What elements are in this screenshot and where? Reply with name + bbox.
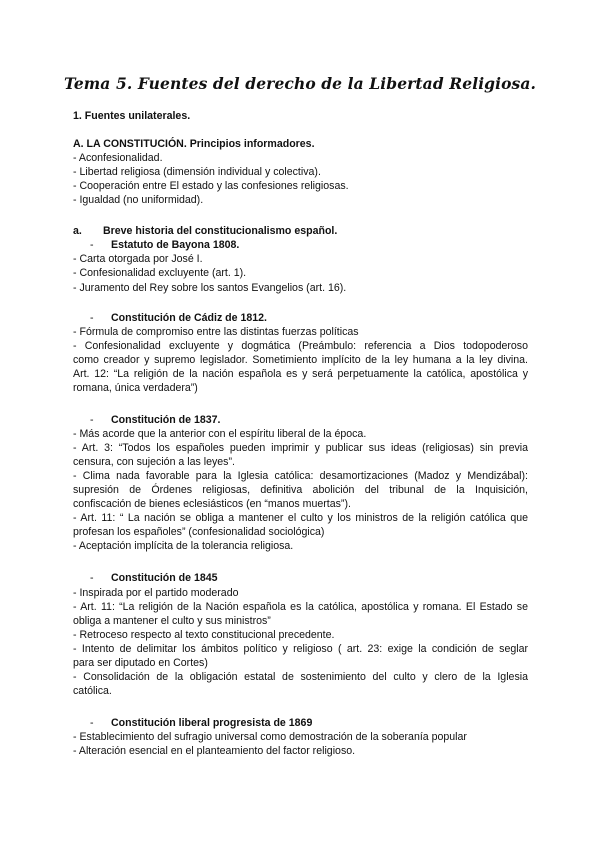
c1845-heading: Constitución de 1845 <box>111 572 218 584</box>
document-title: Tema 5. Fuentes del derecho de la Libertad Religiosa. <box>63 74 537 93</box>
bayona-line: - Carta otorgada por José I. <box>73 253 203 265</box>
c1837-line: confiscación de bienes eclesiásticos (en “manos muertas”). <box>73 498 351 510</box>
cadiz-line: romana, única verdadera”) <box>73 382 198 394</box>
c1837-line: - Art. 3: “Todos los españoles pueden imprimir y publicar sus ideas (religiosas) sin previa <box>73 442 528 454</box>
cadiz-line: como creador y supremo legislador. Sometimiento implícito de la ley humana a la ley divina. <box>73 354 528 366</box>
principle-item: - Cooperación entre El estado y las confesiones religiosas. <box>73 180 349 192</box>
subsection-letter: a. <box>73 225 82 237</box>
c1837-line: supresión de Órdenes religiosas, definitiva abolición del tribunal de la Inquisición, <box>73 484 528 496</box>
c1837-line: censura, con sujeción a las leyes”. <box>73 456 235 468</box>
section-1-heading: 1. Fuentes unilaterales. <box>73 110 191 122</box>
heading-bullet: - <box>90 717 94 729</box>
cadiz-heading: Constitución de Cádiz de 1812. <box>111 312 267 324</box>
c1837-line: - Más acorde que la anterior con el espíritu liberal de la época. <box>73 428 367 440</box>
c1845-line: para ser diputado en Cortes) <box>73 657 208 669</box>
section-a-heading: A. LA CONSTITUCIÓN. Principios informadores. <box>73 138 315 150</box>
c1837-line: - Aceptación implícita de la tolerancia religiosa. <box>73 540 294 552</box>
bayona-line: - Juramento del Rey sobre los santos Evangelios (art. 16). <box>73 282 347 294</box>
principle-item: - Libertad religiosa (dimensión individual y colectiva). <box>73 166 321 178</box>
heading-bullet: - <box>90 572 94 584</box>
c1845-line: - Inspirada por el partido moderado <box>73 587 239 599</box>
c1869-heading: Constitución liberal progresista de 1869 <box>111 717 313 729</box>
c1845-line: - Intento de delimitar los ámbitos político y religioso ( art. 23: exige la condición de seglar <box>73 643 528 655</box>
c1837-line: profesan los españoles” (confesionalidad sociológica) <box>73 526 325 538</box>
bayona-line: - Confesionalidad excluyente (art. 1). <box>73 267 247 279</box>
c1837-line: - Art. 11: “ La nación se obliga a mantener el culto y los ministros de la religión católica que <box>73 512 528 524</box>
c1845-line: - Art. 11: “La religión de la Nación española es la católica, apostólica y romana. El Estado se <box>73 601 528 613</box>
c1845-line: obliga a mantener el culto y sus ministros” <box>73 615 271 627</box>
heading-bullet: - <box>90 414 94 426</box>
principle-item: - Aconfesionalidad. <box>73 152 163 164</box>
heading-bullet: - <box>90 312 94 324</box>
subsection-heading: Breve historia del constitucionalismo español. <box>103 225 338 237</box>
c1869-line: - Establecimiento del sufragio universal como demostración de la soberanía popular <box>73 731 467 743</box>
heading-bullet: - <box>90 239 94 251</box>
c1837-line: - Clima nada favorable para la Iglesia católica: desamortizaciones (Madoz y Mendizábal): <box>73 470 528 482</box>
cadiz-line: - Fórmula de compromiso entre las distintas fuerzas políticas <box>73 326 359 338</box>
bayona-heading: Estatuto de Bayona 1808. <box>111 239 240 251</box>
c1837-heading: Constitución de 1837. <box>111 414 221 426</box>
c1845-line: católica. <box>73 685 112 697</box>
principle-item: - Igualdad (no uniformidad). <box>73 194 204 206</box>
c1869-line: - Alteración esencial en el planteamiento del factor religioso. <box>73 745 356 757</box>
c1845-line: - Retroceso respecto al texto constitucional precedente. <box>73 629 335 641</box>
cadiz-line: Art. 12: “La religión de la nación española es y será perpetuamente la católica, apostólica y <box>73 368 528 380</box>
c1845-line: - Consolidación de la obligación estatal de sostenimiento del culto y clero de la Iglesia <box>73 671 528 683</box>
cadiz-line: - Confesionalidad excluyente y dogmática (Preámbulo: referencia a Dios todopoderoso <box>73 340 528 352</box>
